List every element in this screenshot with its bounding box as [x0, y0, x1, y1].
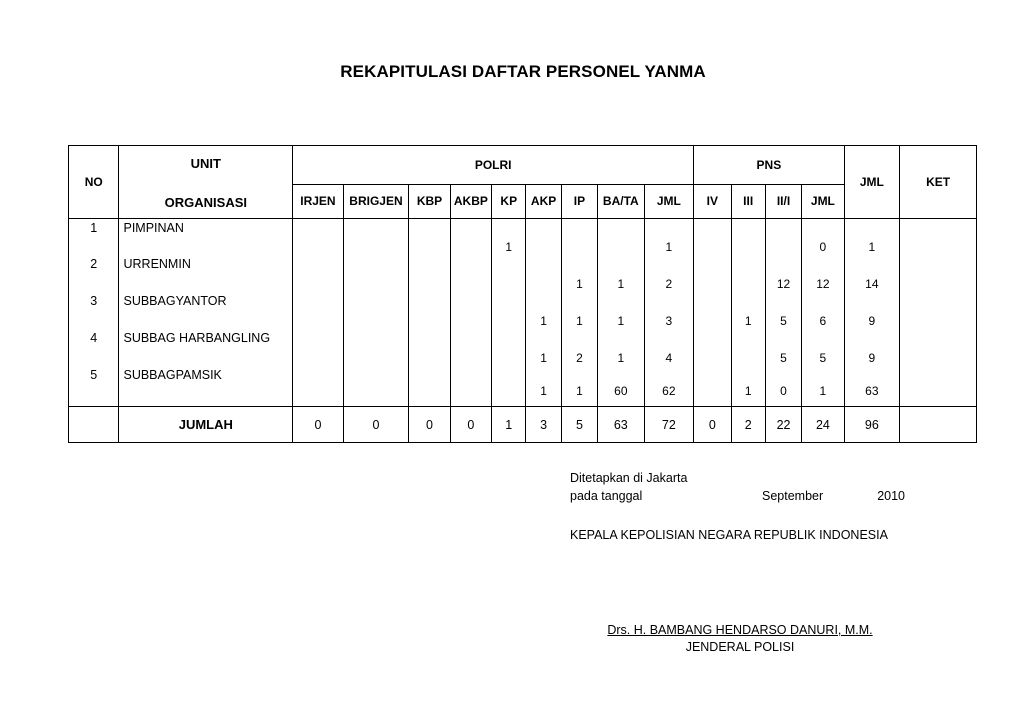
- row-no: 4: [69, 331, 119, 368]
- row-cell: 1: [598, 331, 644, 368]
- row-no: 2: [69, 257, 119, 294]
- row-cell: [293, 257, 343, 294]
- row-cell: 1: [844, 219, 900, 257]
- row-cell: 1: [561, 368, 597, 407]
- row-cell: [343, 219, 409, 257]
- col-header-brigjen: BRIGJEN: [343, 184, 409, 218]
- total-cell: 22: [765, 407, 801, 443]
- row-cell: [293, 294, 343, 331]
- row-cell: 2: [644, 257, 694, 294]
- total-cell: 0: [409, 407, 450, 443]
- row-cell: [409, 294, 450, 331]
- personnel-recap-table: [68, 145, 977, 443]
- total-cell: 5: [561, 407, 597, 443]
- row-cell: [293, 331, 343, 368]
- header-no: NO: [69, 146, 119, 219]
- row-cell: 1: [731, 294, 765, 331]
- col-header-pns-jml: JML: [802, 184, 844, 218]
- row-cell: [526, 219, 561, 257]
- header-unit-label: UNIT: [190, 156, 221, 171]
- col-header-kbp: KBP: [409, 184, 450, 218]
- total-cell: 63: [598, 407, 644, 443]
- row-cell: 1: [526, 331, 561, 368]
- signature-position: KEPALA KEPOLISIAN NEGARA REPUBLIK INDONESIA: [570, 528, 888, 542]
- row-cell: 1: [802, 368, 844, 407]
- col-header-kp: KP: [492, 184, 526, 218]
- row-cell: [293, 368, 343, 407]
- row-cell: [450, 331, 491, 368]
- row-cell: [900, 219, 977, 257]
- row-no: 1: [69, 219, 119, 257]
- row-cell: [900, 368, 977, 407]
- row-cell: 1: [731, 368, 765, 407]
- row-cell: [598, 219, 644, 257]
- row-cell: [900, 257, 977, 294]
- row-cell: [694, 257, 731, 294]
- signature-rank: JENDERAL POLISI: [685, 640, 795, 654]
- row-cell: [293, 219, 343, 257]
- row-cell: [409, 331, 450, 368]
- total-cell: 0: [343, 407, 409, 443]
- row-cell: [900, 294, 977, 331]
- row-cell: 1: [644, 219, 694, 257]
- signature-place: Ditetapkan di Jakarta: [570, 471, 688, 485]
- row-cell: [450, 294, 491, 331]
- col-header-akbp: AKBP: [450, 184, 491, 218]
- row-cell: [694, 331, 731, 368]
- row-cell: [731, 331, 765, 368]
- col-header-bata: BA/TA: [598, 184, 644, 218]
- header-pns: PNS: [694, 146, 844, 185]
- header-polri: POLRI: [293, 146, 694, 185]
- row-cell: 3: [644, 294, 694, 331]
- header-organisasi-label: ORGANISASI: [164, 195, 247, 210]
- total-no: [69, 407, 119, 443]
- table-row: [69, 294, 977, 331]
- row-cell: 4: [644, 331, 694, 368]
- row-cell: 5: [802, 331, 844, 368]
- row-cell: 6: [802, 294, 844, 331]
- row-unit: SUBBAGYANTOR: [119, 294, 293, 331]
- signature-month: September: [762, 489, 824, 503]
- row-cell: 1: [492, 219, 526, 257]
- row-cell: [492, 368, 526, 407]
- row-cell: 0: [765, 368, 801, 407]
- row-cell: [731, 219, 765, 257]
- col-header-polri-jml: JML: [644, 184, 694, 218]
- row-cell: [343, 257, 409, 294]
- document-title: REKAPITULASI DAFTAR PERSONEL YANMA: [340, 62, 706, 81]
- total-cell: 2: [731, 407, 765, 443]
- col-header-iv: IV: [694, 184, 731, 218]
- row-cell: [409, 219, 450, 257]
- col-header-iii-i: II/I: [765, 184, 801, 218]
- total-cell: 96: [844, 407, 900, 443]
- table-row: [69, 257, 977, 294]
- row-cell: 63: [844, 368, 900, 407]
- row-cell: 1: [561, 294, 597, 331]
- total-cell: 0: [293, 407, 343, 443]
- row-cell: 12: [802, 257, 844, 294]
- row-cell: 1: [598, 294, 644, 331]
- row-cell: [731, 257, 765, 294]
- row-cell: 12: [765, 257, 801, 294]
- col-header-akp: AKP: [526, 184, 561, 218]
- row-cell: [900, 331, 977, 368]
- row-cell: [343, 294, 409, 331]
- col-header-ip: IP: [561, 184, 597, 218]
- signature-date-label: pada tanggal: [570, 489, 643, 503]
- row-unit: PIMPINAN: [119, 219, 293, 257]
- total-cell: 3: [526, 407, 561, 443]
- row-cell: 9: [844, 331, 900, 368]
- row-cell: [694, 368, 731, 407]
- row-cell: [450, 219, 491, 257]
- row-no: 5: [69, 368, 119, 407]
- row-cell: [450, 257, 491, 294]
- row-cell: 5: [765, 294, 801, 331]
- row-cell: 1: [526, 294, 561, 331]
- row-cell: 9: [844, 294, 900, 331]
- row-cell: [343, 368, 409, 407]
- total-label: JUMLAH: [119, 407, 293, 443]
- row-cell: [409, 368, 450, 407]
- signature-date-line: [570, 489, 907, 506]
- row-cell: [765, 219, 801, 257]
- row-cell: 62: [644, 368, 694, 407]
- row-unit: SUBBAG HARBANGLING: [119, 331, 293, 368]
- row-cell: 1: [561, 257, 597, 294]
- row-cell: [561, 219, 597, 257]
- total-row: [69, 407, 977, 443]
- row-unit: SUBBAGPAMSIK: [119, 368, 293, 407]
- row-cell: 14: [844, 257, 900, 294]
- signature-year: 2010: [877, 489, 905, 503]
- total-cell: 1: [492, 407, 526, 443]
- row-cell: 60: [598, 368, 644, 407]
- signature-name: Drs. H. BAMBANG HENDARSO DANURI, M.M.: [607, 623, 873, 637]
- row-cell: 1: [598, 257, 644, 294]
- row-cell: [526, 257, 561, 294]
- col-header-iii: III: [731, 184, 765, 218]
- table-row: [69, 368, 977, 407]
- row-cell: 0: [802, 219, 844, 257]
- row-cell: [450, 368, 491, 407]
- total-cell: [900, 407, 977, 443]
- row-cell: [492, 294, 526, 331]
- total-cell: 0: [450, 407, 491, 443]
- total-cell: 0: [694, 407, 731, 443]
- total-cell: 72: [644, 407, 694, 443]
- header-ket: KET: [900, 146, 977, 219]
- table-row: [69, 219, 977, 257]
- col-header-irjen: IRJEN: [293, 184, 343, 218]
- header-jml-total: JML: [844, 146, 900, 219]
- row-cell: [409, 257, 450, 294]
- table-row: [69, 331, 977, 368]
- row-no: 3: [69, 294, 119, 331]
- row-cell: 1: [526, 368, 561, 407]
- row-cell: [343, 331, 409, 368]
- row-unit: URRENMIN: [119, 257, 293, 294]
- row-cell: [492, 257, 526, 294]
- total-cell: 24: [802, 407, 844, 443]
- header-unit-organisasi: [119, 146, 293, 219]
- row-cell: 5: [765, 331, 801, 368]
- row-cell: 2: [561, 331, 597, 368]
- row-cell: [492, 331, 526, 368]
- row-cell: [694, 219, 731, 257]
- row-cell: [694, 294, 731, 331]
